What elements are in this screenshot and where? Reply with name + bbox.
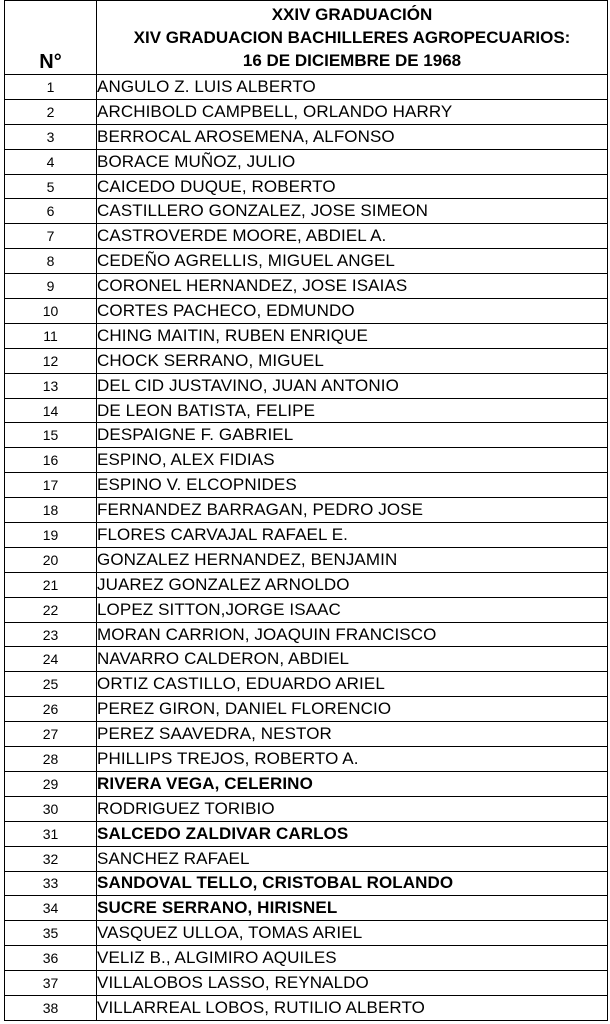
table-row [5, 722, 608, 747]
row-number: 14 [5, 398, 97, 423]
table-row [5, 498, 608, 523]
table-row [5, 398, 608, 423]
table-row [5, 149, 608, 174]
graduate-name: VILLARREAL LOBOS, RUTILIO ALBERTO [97, 995, 608, 1020]
row-number: 17 [5, 473, 97, 498]
graduates-table [4, 0, 608, 1021]
row-number: 29 [5, 771, 97, 796]
row-number: 12 [5, 348, 97, 373]
table-row [5, 373, 608, 398]
graduate-name: SALCEDO ZALDIVAR CARLOS [97, 821, 608, 846]
graduate-name: CASTROVERDE MOORE, ABDIEL A. [97, 224, 608, 249]
graduate-name: DEL CID JUSTAVINO, JUAN ANTONIO [97, 373, 608, 398]
title-line-3: 16 DE DICIEMBRE DE 1968 [242, 51, 462, 70]
row-number: 6 [5, 199, 97, 224]
table-row [5, 747, 608, 772]
graduate-name: ANGULO Z. LUIS ALBERTO [97, 75, 608, 100]
graduate-name: SANDOVAL TELLO, CRISTOBAL ROLANDO [97, 871, 608, 896]
row-number: 4 [5, 149, 97, 174]
graduate-name: ORTIZ CASTILLO, EDUARDO ARIEL [97, 672, 608, 697]
graduate-name: VASQUEZ ULLOA, TOMAS ARIEL [97, 921, 608, 946]
row-number: 31 [5, 821, 97, 846]
row-number: 26 [5, 697, 97, 722]
row-number: 34 [5, 896, 97, 921]
graduate-name: CHOCK SERRANO, MIGUEL [97, 348, 608, 373]
graduate-name: CHING MAITIN, RUBEN ENRIQUE [97, 323, 608, 348]
table-row [5, 124, 608, 149]
row-number: 1 [5, 75, 97, 100]
row-number: 27 [5, 722, 97, 747]
header-row [5, 1, 608, 75]
graduate-name: JUAREZ GONZALEZ ARNOLDO [97, 572, 608, 597]
graduate-name: ESPINO, ALEX FIDIAS [97, 448, 608, 473]
table-row [5, 523, 608, 548]
graduate-name: DE LEON BATISTA, FELIPE [97, 398, 608, 423]
row-number: 11 [5, 323, 97, 348]
row-number: 19 [5, 523, 97, 548]
table-row [5, 323, 608, 348]
table-row [5, 348, 608, 373]
graduate-name: PEREZ GIRON, DANIEL FLORENCIO [97, 697, 608, 722]
row-number: 33 [5, 871, 97, 896]
graduate-name: SUCRE SERRANO, HIRISNEL [97, 896, 608, 921]
table-row [5, 572, 608, 597]
table-row [5, 274, 608, 299]
graduate-name: DESPAIGNE F. GABRIEL [97, 423, 608, 448]
row-number: 32 [5, 846, 97, 871]
row-number: 36 [5, 946, 97, 971]
graduate-name: RODRIGUEZ TORIBIO [97, 796, 608, 821]
table-row [5, 199, 608, 224]
table-row [5, 473, 608, 498]
title-line-1: XXIV GRADUACIÓN [271, 5, 433, 24]
graduate-name: MORAN CARRION, JOAQUIN FRANCISCO [97, 622, 608, 647]
row-number: 38 [5, 995, 97, 1020]
title-header [97, 1, 608, 75]
table-row [5, 672, 608, 697]
row-number: 30 [5, 796, 97, 821]
row-number: 18 [5, 498, 97, 523]
number-column-header: N° [5, 1, 97, 75]
graduate-name: PHILLIPS TREJOS, ROBERTO A. [97, 747, 608, 772]
table-row [5, 423, 608, 448]
table-row [5, 299, 608, 324]
table-row [5, 75, 608, 100]
table-row [5, 771, 608, 796]
table-row [5, 597, 608, 622]
graduate-name: LOPEZ SITTON,JORGE ISAAC [97, 597, 608, 622]
graduate-name: CORTES PACHECO, EDMUNDO [97, 299, 608, 324]
graduate-name: ESPINO V. ELCOPNIDES [97, 473, 608, 498]
graduate-name: CASTILLERO GONZALEZ, JOSE SIMEON [97, 199, 608, 224]
row-number: 24 [5, 647, 97, 672]
row-number: 23 [5, 622, 97, 647]
table-row [5, 796, 608, 821]
graduate-name: FERNANDEZ BARRAGAN, PEDRO JOSE [97, 498, 608, 523]
table-row [5, 896, 608, 921]
graduate-name: NAVARRO CALDERON, ABDIEL [97, 647, 608, 672]
row-number: 9 [5, 274, 97, 299]
graduate-name: RIVERA VEGA, CELERINO [97, 771, 608, 796]
row-number: 8 [5, 249, 97, 274]
row-number: 37 [5, 971, 97, 996]
row-number: 7 [5, 224, 97, 249]
row-number: 20 [5, 547, 97, 572]
graduate-name: SANCHEZ RAFAEL [97, 846, 608, 871]
graduate-name: CORONEL HERNANDEZ, JOSE ISAIAS [97, 274, 608, 299]
graduates-list [5, 75, 608, 1021]
row-number: 5 [5, 174, 97, 199]
graduate-name: BORACE MUÑOZ, JULIO [97, 149, 608, 174]
table-row [5, 622, 608, 647]
table-row [5, 174, 608, 199]
title-line-2: XIV GRADUACION BACHILLERES AGROPECUARIOS: [133, 28, 571, 47]
row-number: 13 [5, 373, 97, 398]
row-number: 16 [5, 448, 97, 473]
graduate-name: FLORES CARVAJAL RAFAEL E. [97, 523, 608, 548]
graduate-name: CAICEDO DUQUE, ROBERTO [97, 174, 608, 199]
table-row [5, 249, 608, 274]
row-number: 21 [5, 572, 97, 597]
graduate-name: BERROCAL AROSEMENA, ALFONSO [97, 124, 608, 149]
row-number: 35 [5, 921, 97, 946]
graduate-name: GONZALEZ HERNANDEZ, BENJAMIN [97, 547, 608, 572]
row-number: 3 [5, 124, 97, 149]
table-row [5, 871, 608, 896]
table-row [5, 971, 608, 996]
table-row [5, 821, 608, 846]
table-row [5, 547, 608, 572]
table-row [5, 921, 608, 946]
row-number: 10 [5, 299, 97, 324]
table-row [5, 448, 608, 473]
row-number: 28 [5, 747, 97, 772]
graduate-name: VELIZ B., ALGIMIRO AQUILES [97, 946, 608, 971]
table-row [5, 846, 608, 871]
graduate-name: CEDEÑO AGRELLIS, MIGUEL ANGEL [97, 249, 608, 274]
row-number: 2 [5, 99, 97, 124]
table-row [5, 99, 608, 124]
row-number: 25 [5, 672, 97, 697]
graduate-name: VILLALOBOS LASSO, REYNALDO [97, 971, 608, 996]
graduate-name: ARCHIBOLD CAMPBELL, ORLANDO HARRY [97, 99, 608, 124]
row-number: 15 [5, 423, 97, 448]
table-row [5, 697, 608, 722]
table-row [5, 647, 608, 672]
table-row [5, 995, 608, 1020]
table-row [5, 946, 608, 971]
row-number: 22 [5, 597, 97, 622]
table-row [5, 224, 608, 249]
graduate-name: PEREZ SAAVEDRA, NESTOR [97, 722, 608, 747]
